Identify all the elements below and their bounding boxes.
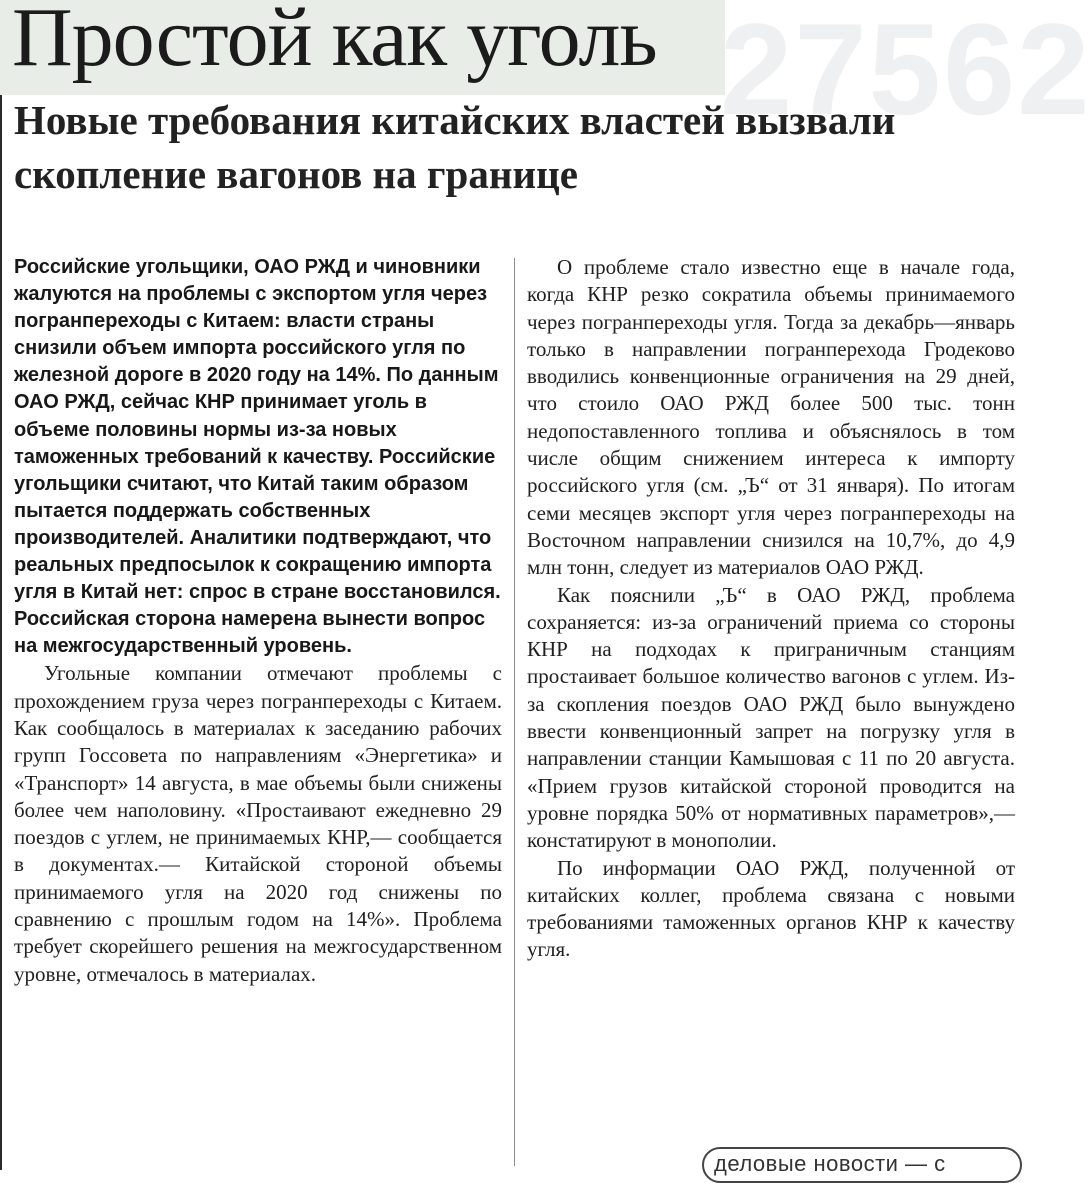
column-divider — [514, 258, 515, 1166]
lead-paragraph: Российские угольщики, ОАО РЖД и чиновники жалуются на проблемы с экспортом угля через погранпереходы с Китаем: власти страны снизили объем импорта российского угля по железной дороге в 2020 году на 14%. По данным ОАО РЖД, сейчас КНР принимает уголь в объеме половины нормы из-за новых таможенных требований к качеству. Российские угольщики считают, что Китай таким образом пытается поддержать собственных производителей. Аналитики подтверждают, что реальных предпосылок к сокращению импорта угля в Китай нет: спрос в стране восстановился. Российская сторона намерена вынести вопрос на межгосударственный уровень. — [14, 256, 501, 658]
article-column-right — [527, 254, 1015, 964]
page-number-watermark: 27562 — [720, 0, 1092, 142]
page-edge — [0, 0, 2, 1170]
body-paragraph: По информации ОАО РЖД, полученной от китайских коллег, проблема связана с новыми требованиями таможенных органов КНР к качеству угля. — [527, 855, 1015, 962]
article-column-left — [14, 254, 502, 988]
headline: Простой как уголь — [12, 0, 657, 84]
body-paragraph: Как пояснили „Ъ“ в ОАО РЖД, проблема сохраняется: из-за ограничений приема со стороны КНР на подходах к приграничным станциям простаивает большое количество вагонов с углем. Из-за скопления поездов ОАО РЖД было вынуждено ввести конвенционный запрет на погрузку угля в направлении станции Камышовая с 11 по 20 августа. «Прием грузов китайской стороной проводится на уровне порядка 50% от нормативных параметров»,— констатируют в монополии. — [527, 582, 1015, 853]
subheadline: Новые требования китайских властей вызвали скопление вагонов на границе — [14, 97, 896, 197]
body-paragraph: Угольные компании отмечают проблемы с прохождением груза через погранпереходы с Китаем. Как сообщалось в материалах к заседанию рабочих групп Госсовета по направлениям «Энергетика» и «Транспорт» 14 августа, в мае объемы были снижены более чем наполовину. «Простаивают ежедневно 29 поездов с углем, не принимаемых КНР,— сообщается в документах.— Китайской стороной объемы принимаемого угля на 2020 год снижены по сравнению с прошлым годом на 14%». Проблема требует скорейшего решения на межгосударственном уровне, отмечалось в материалах. — [14, 661, 502, 986]
body-paragraph: О проблеме стало известно еще в начале года, когда КНР резко сократила объемы принимаемого через погранпереходы угля. Тогда за декабрь—январь только в направлении погранперехода Гродеково вводились конвенционные ограничения на 29 дней, что стоило ОАО РЖД более 500 тыс. тонн недопоставленного топлива и объяснялось в том числе общим снижением интереса к импорту российского угля (см. „Ъ“ от 31 января). По итогам семи месяцев экспорт угля через погранпереходы на Восточном направлении снизился на 10,7%, до 4,9 млн тонн, следует из материалов ОАО РЖД. — [527, 255, 1015, 580]
section-tag: деловые новости — с — [702, 1147, 1022, 1183]
